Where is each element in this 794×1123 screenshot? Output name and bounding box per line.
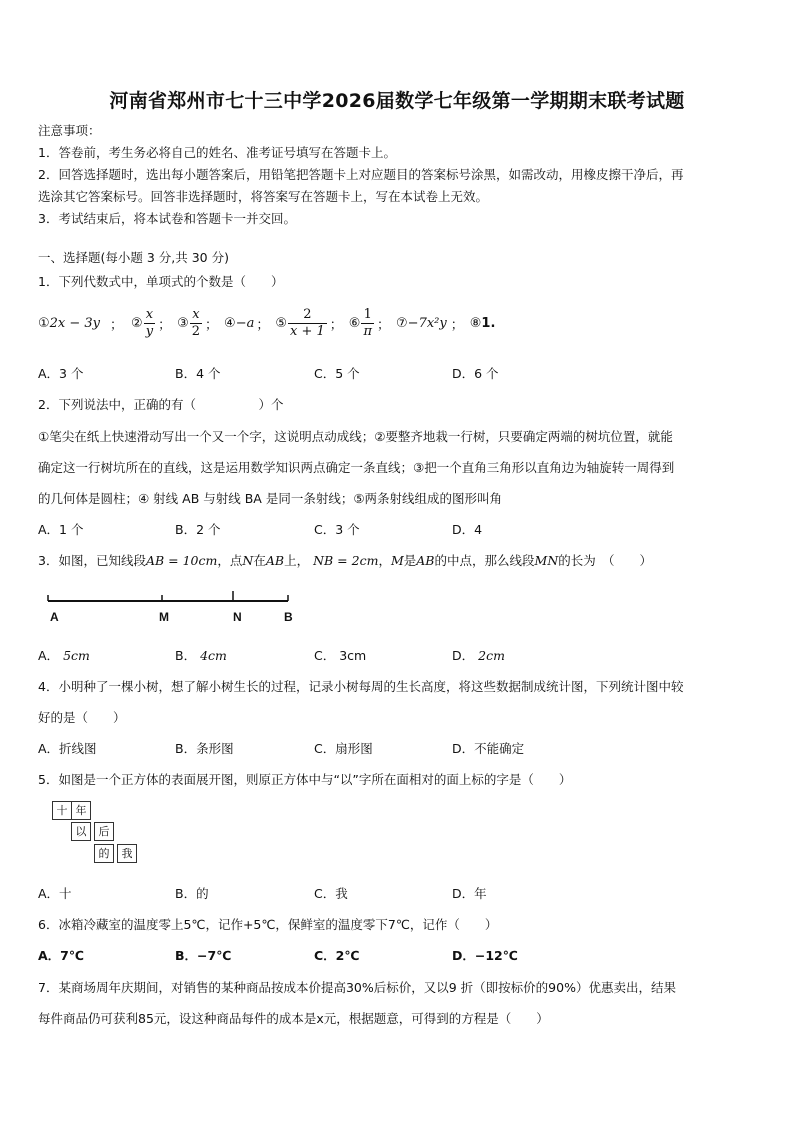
q1-item5-num: 2 — [303, 306, 312, 322]
q6-option-c: C．2℃ — [314, 948, 360, 963]
page-title: 河南省郑州市七十三中学2026届数学七年级第一学期期末联考试题 — [109, 90, 685, 112]
q3-math-ab3: AB — [416, 553, 435, 568]
q2-line-2: 确定这一行树坑所在的直线，这是运用数学知识两点确定一条直线；③把一个直角三角形以直角边为轴旋转一周得到 — [38, 460, 675, 475]
q1-item5-den: x + 1 — [290, 323, 325, 339]
net-cell-2: 年 — [71, 801, 91, 820]
q3-math-mn: MN — [534, 553, 559, 568]
q1-sep: ； — [450, 317, 464, 333]
q5-option-a: A．十 — [38, 886, 72, 901]
q4-line-2: 好的是（ ） — [38, 710, 126, 725]
q1-stem: 1．下列代数式中，单项式的个数是（ ） — [38, 274, 284, 289]
q1-item3-label: ③ — [177, 315, 189, 331]
q1-item7-label: ⑦ — [396, 315, 408, 331]
q3-option-a — [38, 646, 90, 664]
q4-options — [0, 739, 794, 757]
net-cell-5: 的 — [94, 844, 114, 863]
q3-stem — [38, 551, 652, 569]
q1-item3-den: 2 — [191, 323, 201, 339]
q1-sep: ； — [158, 317, 172, 333]
q6-option-d: D．−12℃ — [452, 948, 518, 963]
q1-item8-expr: 1. — [481, 315, 496, 331]
q3-option-b-letter: B． — [175, 648, 197, 663]
q5-stem: 5．如图是一个正方体的表面展开图，则原正方体中与“以”字所在面相对的面上标的字是（ ） — [38, 772, 572, 787]
q2-option-c: C．3 个 — [314, 522, 360, 537]
q4-option-b: B．条形图 — [175, 741, 234, 756]
q1-item7-expr: −7x²y — [407, 315, 447, 331]
q5-options — [0, 884, 794, 902]
q6-option-a: A．7℃ — [38, 948, 85, 963]
notice-item-1: 1．答卷前，考生务必将自己的姓名、准考证号填写在答题卡上。 — [38, 145, 396, 160]
q3-text-1: 3．如图，已知线段 — [38, 553, 146, 568]
q3-options — [0, 646, 794, 664]
q1-option-b: B．4 个 — [175, 366, 221, 381]
q1-sep: ； — [205, 317, 219, 333]
q3-option-b — [175, 646, 227, 664]
q7-line-1: 7．某商场周年庆期间，对销售的某种商品按成本价提高30%后标价，又以9 折（即按标价的90%）优惠卖出，结果 — [38, 980, 676, 995]
q3-math-ab2: AB — [265, 553, 285, 568]
q1-option-c: C．5 个 — [314, 366, 360, 381]
q1-item4-expr: −a — [235, 315, 255, 331]
q1-options — [0, 364, 794, 382]
q3-text-8: 的长为 （ ） — [558, 553, 653, 568]
q1-item5-label: ⑤ — [275, 315, 288, 331]
q4-option-c: C．扇形图 — [314, 741, 373, 756]
notice-item-2-cont: 选涂其它答案标号。回答非选择题时，将答案写在答题卡上，写在本试卷上无效。 — [38, 189, 489, 204]
segment-diagram — [0, 588, 794, 628]
q1-sep: ； — [329, 317, 343, 333]
q6-options — [0, 946, 794, 964]
q2-option-b: B．2 个 — [175, 522, 221, 537]
label-a: A — [50, 610, 59, 624]
q1-item2-fraction — [144, 308, 155, 338]
q3-option-c-letter: C． — [314, 648, 336, 663]
notice-heading: 注意事项： — [38, 123, 101, 138]
q1-item6-num: 1 — [363, 306, 372, 322]
q3-math-n: N — [242, 553, 254, 568]
q4-line-1: 4．小明种了一棵小树，想了解小树生长的过程，记录小树每周的生长高度，将这些数据制成统计图，下列统计图中较 — [38, 679, 684, 694]
notice-item-3: 3．考试结束后，将本试卷和答题卡一并交回。 — [38, 211, 296, 226]
q3-math-ab: AB = 10cm — [145, 553, 218, 568]
q3-option-d — [452, 646, 505, 664]
label-n: N — [233, 610, 242, 624]
q3-text-4: 上， — [284, 553, 310, 568]
q1-item1-expr: 2x − 3y — [49, 315, 101, 331]
q6-option-b: B．−7℃ — [175, 948, 232, 963]
net-cell-1: 十 — [52, 801, 72, 820]
q1-item2-label: ② — [131, 315, 143, 331]
q3-option-c — [314, 646, 366, 664]
q1-sep: ； — [256, 317, 270, 333]
q6-stem: 6．冰箱冷藏室的温度零上5℃，记作+5℃，保鲜室的温度零下7℃，记作（ ） — [38, 917, 498, 932]
q2-line-3: 的几何体是圆柱；④ 射线 AB 与射线 BA 是同一条射线；⑤两条射线组成的图形叫角 — [38, 491, 503, 506]
q1-item3-fraction — [190, 308, 202, 338]
q1-sep: ； — [377, 317, 391, 333]
q3-text-5: ， — [378, 553, 391, 568]
q3-math-m: M — [390, 553, 404, 568]
q3-option-a-letter: A． — [38, 648, 60, 663]
q5-option-d: D．年 — [452, 886, 487, 901]
label-m: M — [159, 610, 169, 624]
q3-text-2: ，点 — [217, 553, 243, 568]
q7-line-2: 每件商品仍可获利85元，设这种商品每件的成本是x元，根据题意，可得到的方程是（ ） — [38, 1011, 549, 1026]
q3-option-b-value: 4cm — [200, 648, 227, 663]
q2-option-d: D．4 — [452, 522, 483, 537]
q2-line-1: ①笔尖在纸上快速滑动写出一个又一个字，这说明点动成线；②要整齐地栽一行树，只要确定两端的树坑位置，就能 — [38, 429, 673, 444]
notice-item-2: 2．回答选择题时，选出每小题答案后，用铅笔把答题卡上对应题目的答案标号涂黑，如需改动，用橡皮擦干净后，再 — [38, 167, 684, 182]
q1-item2-den: y — [145, 323, 154, 339]
q2-options — [0, 520, 794, 538]
q1-item2-num: x — [145, 306, 154, 322]
q1-sep: ； — [110, 317, 124, 333]
q4-option-d: D．不能确定 — [452, 741, 525, 756]
q3-option-d-value: 2cm — [478, 648, 505, 663]
q1-item6-fraction — [361, 308, 374, 338]
q1-option-a: A．3 个 — [38, 366, 84, 381]
q3-option-c-value: 3cm — [339, 648, 367, 663]
q1-option-d: D．6 个 — [452, 366, 499, 381]
net-cell-6: 我 — [117, 844, 137, 863]
q2-option-a: A．1 个 — [38, 522, 84, 537]
q3-segment-figure — [0, 588, 794, 628]
section-heading: 一、选择题(每小题 3 分,共 30 分) — [38, 250, 229, 265]
q1-item3-num: x — [192, 306, 200, 322]
q5-option-c: C．我 — [314, 886, 348, 901]
q1-item6-label: ⑥ — [348, 315, 361, 331]
q2-stem: 2．下列说法中，正确的有（ ）个 — [38, 397, 284, 412]
q4-option-a: A．折线图 — [38, 741, 97, 756]
label-b: B — [284, 610, 293, 624]
q3-option-a-value: 5cm — [63, 648, 90, 663]
q1-item5-fraction — [288, 308, 327, 338]
net-cell-4: 后 — [94, 822, 114, 841]
q1-item8-label: ⑧ — [469, 315, 482, 331]
q1-expressions — [38, 306, 495, 340]
q1-item1-label: ① — [38, 315, 50, 331]
q3-option-d-letter: D． — [452, 648, 475, 663]
cube-net — [52, 801, 152, 869]
q3-math-nb: NB = 2cm — [313, 553, 379, 568]
q5-option-b: B．的 — [175, 886, 209, 901]
net-cell-3: 以 — [71, 822, 91, 841]
q3-text-6: 是 — [403, 553, 417, 568]
q1-item6-den: π — [363, 323, 372, 339]
q3-text-3: 在 — [253, 553, 266, 568]
q3-text-7: 的中点，那么线段 — [434, 553, 535, 568]
q1-item4-label: ④ — [224, 315, 236, 331]
